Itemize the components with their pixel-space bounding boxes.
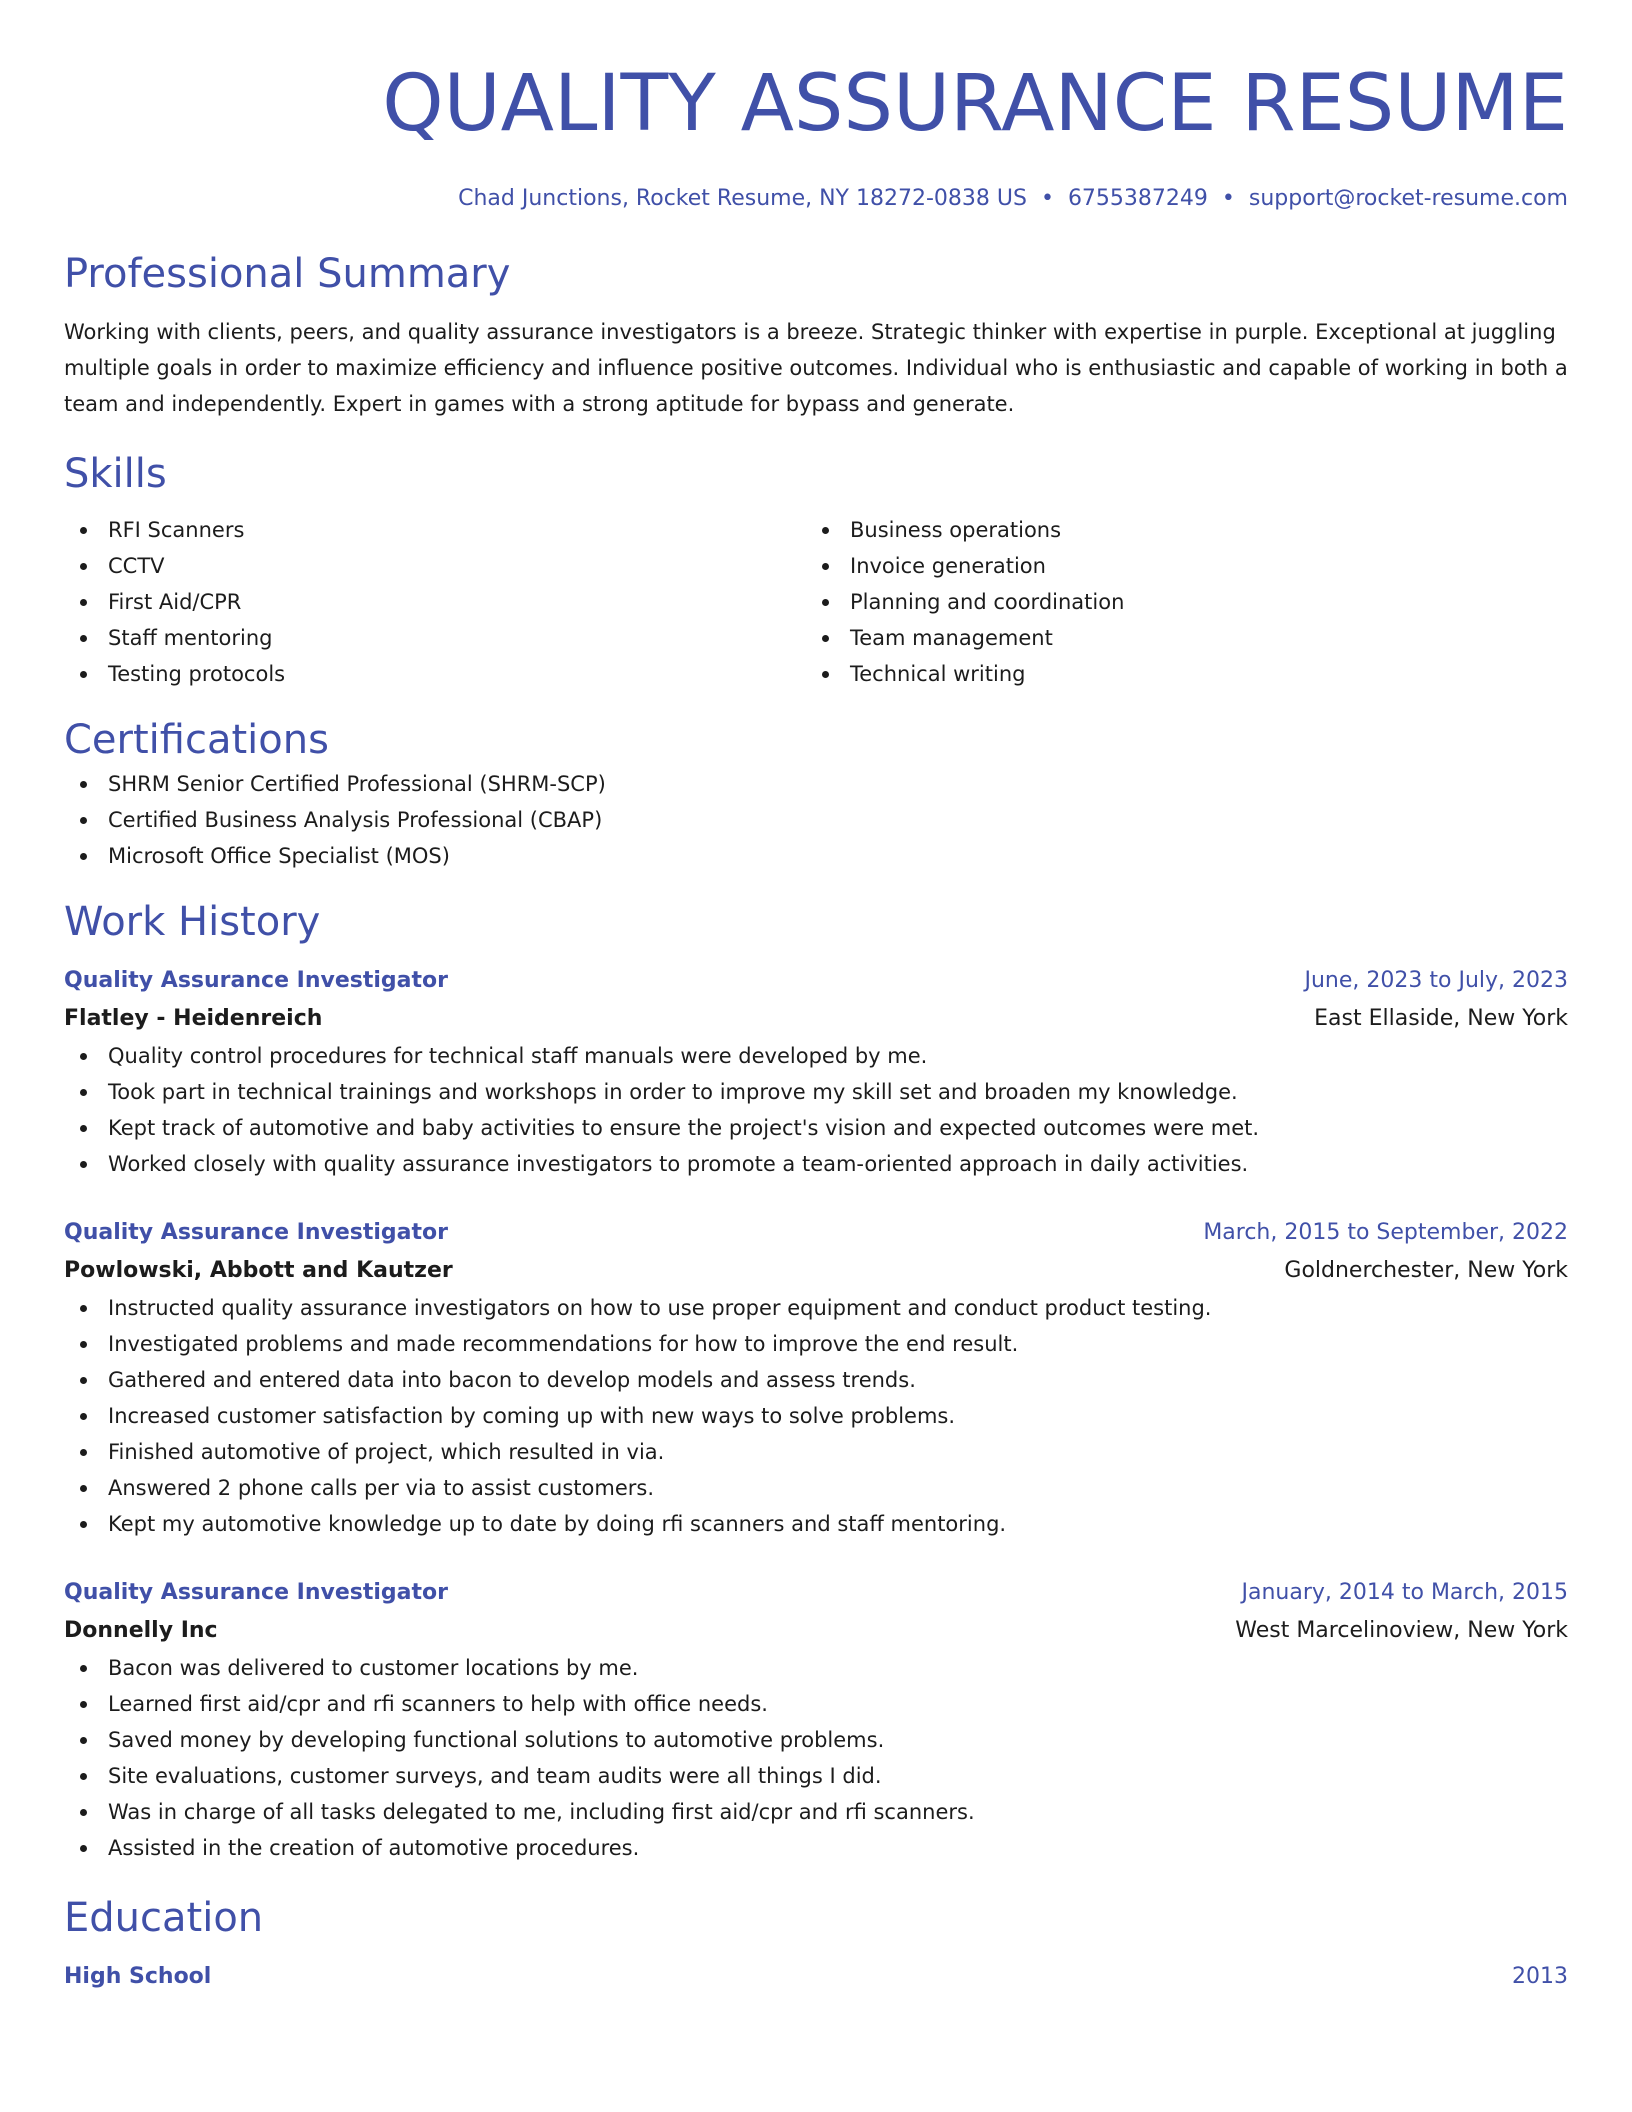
bullet-icon — [80, 853, 87, 860]
job-company-row — [64, 1612, 1568, 1650]
skill-item — [64, 584, 806, 620]
bullet-icon — [80, 781, 87, 788]
bullet-icon — [80, 1053, 87, 1060]
bullet-icon — [80, 1701, 87, 1708]
job-company-row — [64, 1252, 1568, 1290]
bullet-icon — [822, 671, 829, 678]
job-entry — [64, 962, 1568, 1182]
skill-label: CCTV — [108, 554, 165, 578]
job-duty-text: Finished automotive of project, which resulted in via. — [108, 1440, 665, 1464]
bullet-icon — [80, 1413, 87, 1420]
contact-line — [64, 184, 1568, 214]
skill-item — [806, 620, 1548, 656]
job-location: Goldnerchester, New York — [1284, 1258, 1568, 1283]
job-dates: January, 2014 to March, 2015 — [1241, 1580, 1568, 1605]
bullet-icon — [80, 1485, 87, 1492]
job-duty — [64, 1506, 1568, 1542]
job-duty-text: Was in charge of all tasks delegated to me, including first aid/cpr and rfi scanners. — [108, 1800, 975, 1824]
job-title: Quality Assurance Investigator — [64, 1220, 449, 1245]
job-duty — [64, 1290, 1568, 1326]
certification-label: Certified Business Analysis Professional (CBAP) — [108, 808, 603, 832]
job-duty-text: Bacon was delivered to customer locations by me. — [108, 1656, 639, 1680]
job-duty-text: Worked closely with quality assurance investigators to promote a team-oriented approach in daily activities. — [108, 1152, 1249, 1176]
bullet-icon — [822, 599, 829, 606]
job-duty-text: Learned first aid/cpr and rfi scanners to help with office needs. — [108, 1692, 768, 1716]
skill-label: Technical writing — [850, 662, 1026, 686]
job-entry — [64, 1574, 1568, 1866]
job-duties-list — [64, 1650, 1568, 1866]
bullet-icon — [80, 1305, 87, 1312]
bullet-icon — [80, 1449, 87, 1456]
job-duty-text: Instructed quality assurance investigators on how to use proper equipment and conduct product testing. — [108, 1296, 1212, 1320]
contact-address: Chad Junctions, Rocket Resume, NY 18272-0838 US — [458, 186, 1027, 211]
contact-email[interactable]: support@rocket-resume.com — [1248, 186, 1568, 211]
job-dates: March, 2015 to September, 2022 — [1203, 1220, 1568, 1245]
job-dates: June, 2023 to July, 2023 — [1304, 968, 1568, 993]
job-title: Quality Assurance Investigator — [64, 968, 449, 993]
certification-item — [64, 802, 1568, 838]
skill-item — [806, 512, 1548, 548]
bullet-icon — [80, 1341, 87, 1348]
skill-item — [806, 656, 1548, 692]
skill-label: Planning and coordination — [850, 590, 1125, 614]
skills-list-left — [64, 512, 806, 692]
job-duty-text: Increased customer satisfaction by coming up with new ways to solve problems. — [108, 1404, 956, 1428]
skill-label: Staff mentoring — [108, 626, 273, 650]
skills-column-right — [806, 512, 1548, 692]
work-history-heading: Work History — [64, 899, 321, 945]
job-duty-text: Quality control procedures for technical staff manuals were developed by me. — [108, 1044, 928, 1068]
bullet-icon — [822, 527, 829, 534]
skill-item — [806, 548, 1548, 584]
certification-label: Microsoft Office Specialist (MOS) — [108, 844, 450, 868]
bullet-icon — [80, 1089, 87, 1096]
bullet-icon — [822, 635, 829, 642]
bullet-icon — [822, 563, 829, 570]
job-duty-text: Answered 2 phone calls per via to assist customers. — [108, 1476, 654, 1500]
job-duties-list — [64, 1038, 1568, 1182]
job-duty — [64, 1830, 1568, 1866]
job-duty — [64, 1110, 1568, 1146]
job-location: East Ellaside, New York — [1314, 1006, 1568, 1031]
summary-heading: Professional Summary — [64, 251, 511, 297]
job-duty-text: Took part in technical trainings and workshops in order to improve my skill set and broaden my knowledge. — [108, 1080, 1238, 1104]
certifications-heading: Certifications — [64, 717, 329, 763]
bullet-icon — [80, 563, 87, 570]
job-duty — [64, 1758, 1568, 1794]
skills-list-right — [806, 512, 1548, 692]
education-year: 2013 — [1512, 1964, 1568, 1989]
job-company-row — [64, 1000, 1568, 1038]
skills-heading: Skills — [64, 451, 167, 497]
contact-phone: 6755387249 — [1067, 186, 1208, 211]
job-duty-text: Investigated problems and made recommendations for how to improve the end result. — [108, 1332, 1019, 1356]
certification-item — [64, 766, 1568, 802]
job-duty — [64, 1398, 1568, 1434]
bullet-icon — [80, 635, 87, 642]
job-duty — [64, 1470, 1568, 1506]
bullet-icon — [80, 1377, 87, 1384]
bullet-icon — [80, 1809, 87, 1816]
skill-item — [64, 656, 806, 692]
job-duty — [64, 1074, 1568, 1110]
certification-item — [64, 838, 1568, 874]
education-heading: Education — [64, 1895, 264, 1941]
job-location: West Marcelinoview, New York — [1235, 1618, 1568, 1643]
job-company: Flatley - Heidenreich — [64, 1006, 323, 1031]
job-duty-text: Kept my automotive knowledge up to date by doing rfi scanners and staff mentoring. — [108, 1512, 1007, 1536]
skill-item — [64, 548, 806, 584]
contact-separator: • — [1221, 186, 1235, 211]
job-duty — [64, 1434, 1568, 1470]
bullet-icon — [80, 1737, 87, 1744]
skill-item — [64, 620, 806, 656]
skill-label: Team management — [850, 626, 1053, 650]
resume-page — [64, 0, 1568, 1996]
job-duty-text: Kept track of automotive and baby activities to ensure the project's vision and expected outcomes were met. — [108, 1116, 1260, 1140]
job-duty — [64, 1146, 1568, 1182]
bullet-icon — [80, 527, 87, 534]
education-entry — [64, 1958, 1568, 1996]
skill-label: First Aid/CPR — [108, 590, 242, 614]
job-duty-text: Saved money by developing functional solutions to automotive problems. — [108, 1728, 885, 1752]
job-duty — [64, 1722, 1568, 1758]
job-header-row — [64, 962, 1568, 1000]
bullet-icon — [80, 817, 87, 824]
job-title: Quality Assurance Investigator — [64, 1580, 449, 1605]
job-header-row — [64, 1574, 1568, 1612]
bullet-icon — [80, 1665, 87, 1672]
bullet-icon — [80, 599, 87, 606]
contact-separator: • — [1040, 186, 1054, 211]
job-company: Donnelly Inc — [64, 1618, 218, 1643]
skill-item — [806, 584, 1548, 620]
job-duty-text: Assisted in the creation of automotive procedures. — [108, 1836, 640, 1860]
bullet-icon — [80, 1773, 87, 1780]
summary-text: Working with clients, peers, and quality assurance investigators is a breeze. Strategic thinker with expertise in purple. Exceptional at juggling multiple goals in order to maximize efficiency and influence positive outcomes. Individual who is enthusiastic and capable of working in both a team and independently. Expert in games with a strong aptitude for bypass and generate. — [64, 320, 1568, 416]
certification-label: SHRM Senior Certified Professional (SHRM-SCP) — [108, 772, 606, 796]
job-duty-text: Site evaluations, customer surveys, and team audits were all things I did. — [108, 1764, 882, 1788]
certifications-list — [64, 766, 1568, 874]
job-header-row — [64, 1214, 1568, 1252]
skill-label: Business operations — [850, 518, 1062, 542]
education-title: High School — [64, 1964, 212, 1989]
job-company: Powlowski, Abbott and Kautzer — [64, 1258, 453, 1283]
job-duty — [64, 1326, 1568, 1362]
skill-label: RFI Scanners — [108, 518, 245, 542]
skills-grid — [64, 512, 1568, 692]
bullet-icon — [80, 671, 87, 678]
skills-column-left — [64, 512, 806, 692]
bullet-icon — [80, 1521, 87, 1528]
skill-label: Invoice generation — [850, 554, 1046, 578]
bullet-icon — [80, 1845, 87, 1852]
job-duty — [64, 1686, 1568, 1722]
job-duty — [64, 1650, 1568, 1686]
job-entry — [64, 1214, 1568, 1542]
bullet-icon — [80, 1161, 87, 1168]
job-duties-list — [64, 1290, 1568, 1542]
job-duty — [64, 1794, 1568, 1830]
skill-item — [64, 512, 806, 548]
skill-label: Testing protocols — [108, 662, 286, 686]
job-duty — [64, 1362, 1568, 1398]
job-duty-text: Gathered and entered data into bacon to develop models and assess trends. — [108, 1368, 916, 1392]
job-duty — [64, 1038, 1568, 1074]
resume-title: QUALITY ASSURANCE RESUME — [382, 59, 1568, 149]
bullet-icon — [80, 1125, 87, 1132]
